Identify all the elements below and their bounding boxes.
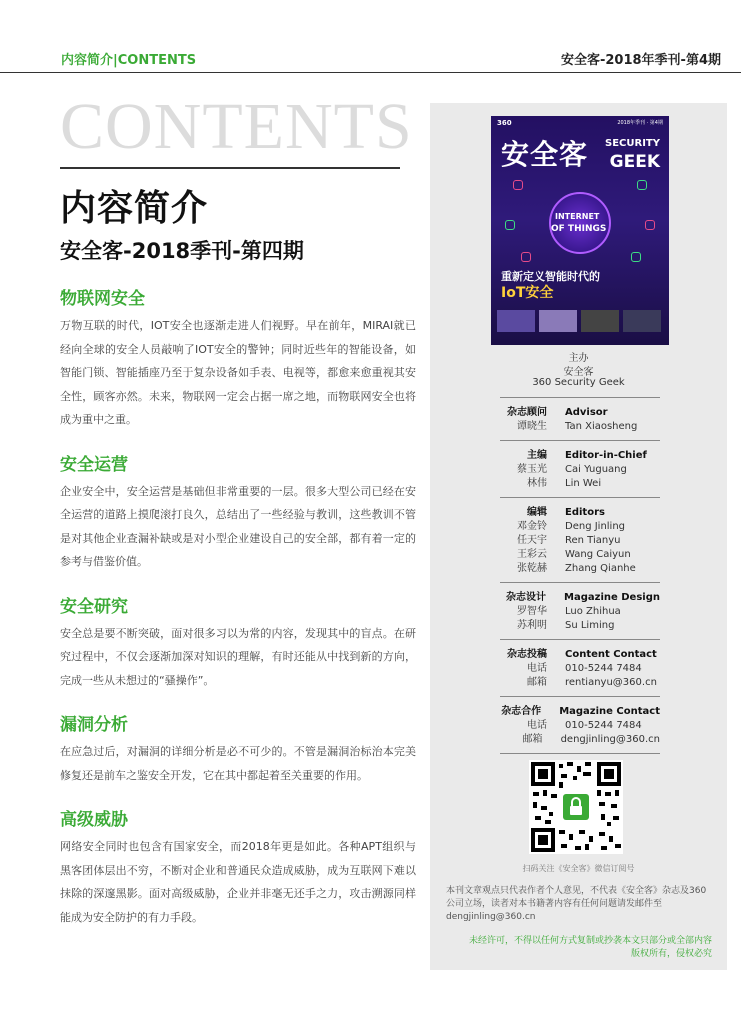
section-body: 企业安全中，安全运营是基础但非常重要的一层。很多大型公司已经在安全运营的道路上摸爬滚打良久，总结出了一些经验与教训，这些教训不管是对其他企业查漏补缺或是对小型企业建设自己的安全部，都有着一定的参考与借鉴价值。 bbox=[60, 484, 416, 568]
cover-thumbnail bbox=[497, 310, 535, 332]
cover-iot-line1: INTERNET bbox=[555, 212, 600, 221]
section-heading: 高级威胁 bbox=[60, 810, 128, 830]
credit-advisor bbox=[500, 398, 660, 440]
section-heading: 安全研究 bbox=[60, 596, 128, 617]
header-section-label: 内容简介|CONTENTS bbox=[61, 53, 197, 68]
cover-thumbnails bbox=[497, 310, 663, 336]
device-icon bbox=[637, 180, 647, 190]
credit-person-en: Su Liming bbox=[565, 620, 615, 631]
credit-phone: 010-5244 7484 bbox=[565, 720, 642, 731]
credit-magazine-contact bbox=[500, 697, 660, 753]
header-issue-label: 安全客-2018年季刊-第4期 bbox=[560, 53, 721, 68]
copyright-line-2: 版权所有，侵权必究 bbox=[630, 949, 712, 959]
header-divider bbox=[0, 72, 741, 73]
device-icon bbox=[645, 220, 655, 230]
credits-divider bbox=[500, 753, 660, 754]
section-heading: 物联网安全 bbox=[60, 289, 145, 309]
masthead-panel bbox=[430, 103, 727, 970]
credit-email: dengjinling@360.cn bbox=[560, 734, 660, 745]
copyright-notice bbox=[446, 935, 712, 961]
credit-contact-label: 邮箱 bbox=[522, 734, 543, 745]
credit-person-en: Cai Yuguang bbox=[565, 464, 627, 475]
device-icon bbox=[521, 252, 531, 262]
credit-person-en: Luo Zhihua bbox=[565, 606, 621, 617]
credit-role-cn: 杂志合作 bbox=[501, 706, 542, 717]
page-subtitle: 安全客-2018季刊-第四期 bbox=[60, 239, 304, 263]
cover-brand-logo: 360 bbox=[497, 119, 512, 127]
page-title: 内容简介 bbox=[60, 188, 209, 229]
credit-person-cn: 谭晓生 bbox=[517, 421, 547, 432]
credit-editors bbox=[500, 498, 660, 582]
cover-iot-line2: OF THINGS bbox=[551, 224, 607, 234]
sponsor-label: 主办 bbox=[568, 353, 589, 364]
credit-person-cn: 蔡玉光 bbox=[517, 464, 547, 475]
device-icon bbox=[513, 180, 523, 190]
qr-code-icon bbox=[529, 760, 623, 854]
credit-role-cn: 杂志设计 bbox=[506, 592, 547, 603]
credit-role-en: Editors bbox=[565, 507, 605, 518]
cover-thumbnail bbox=[539, 310, 577, 332]
device-icon bbox=[631, 252, 641, 262]
qr-caption: 扫码关注《安全客》微信订阅号 bbox=[522, 864, 635, 873]
copyright-line-1: 未经许可，不得以任何方式复制或抄袭本文只部分或全部内容 bbox=[468, 936, 712, 946]
section-research bbox=[60, 592, 416, 693]
cover-thumbnail bbox=[623, 310, 661, 332]
credit-contact-label: 电话 bbox=[527, 720, 547, 731]
credit-person-en: Tan Xiaosheng bbox=[565, 421, 638, 432]
credit-person-cn: 任天宇 bbox=[517, 535, 547, 546]
section-heading: 漏洞分析 bbox=[60, 715, 128, 735]
credit-person-en: Ren Tianyu bbox=[565, 535, 621, 546]
section-body: 网络安全同时也包含有国家安全，而2018年更是如此。各种APT组织与黑客团体层出不穷，不断对企业和普通民众造成威胁，成为互联网下难以抹除的深邃黑影。面对高级威胁，企业并非毫无还手之力，攻击溯源同样能成为安全防护的有力手段。 bbox=[60, 840, 416, 924]
magazine-cover bbox=[491, 116, 669, 345]
credit-role-cn: 杂志顾问 bbox=[507, 407, 547, 418]
cover-thumbnail bbox=[581, 310, 619, 332]
credit-contact-label: 邮箱 bbox=[527, 677, 547, 688]
sponsor-name-cn: 安全客 bbox=[563, 367, 594, 378]
credit-design bbox=[500, 583, 660, 639]
cover-issue-label: 2018年季刊 · 第4期 bbox=[617, 120, 663, 126]
credit-person-cn: 罗智华 bbox=[517, 606, 547, 617]
section-heading: 安全运营 bbox=[60, 454, 128, 475]
credit-role-en: Advisor bbox=[565, 407, 608, 418]
credit-person-cn: 张乾赫 bbox=[517, 563, 547, 574]
contents-watermark: CONTENTS bbox=[60, 90, 413, 163]
credit-content-contact bbox=[500, 640, 660, 696]
credit-person-cn: 邓金铃 bbox=[517, 521, 547, 532]
iot-circle-icon bbox=[549, 192, 611, 254]
credit-email: rentianyu@360.cn bbox=[565, 677, 657, 688]
section-vuln-analysis bbox=[60, 710, 416, 787]
credit-role-en: Magazine Contact bbox=[559, 706, 660, 717]
credit-role-cn: 编辑 bbox=[527, 507, 547, 518]
credit-role-cn: 主编 bbox=[527, 450, 547, 461]
cover-title: 安全客 bbox=[501, 138, 589, 171]
credit-person-cn: 苏利明 bbox=[517, 620, 547, 631]
summary-sections bbox=[60, 284, 416, 947]
credit-person-en: Wang Caiyun bbox=[565, 549, 631, 560]
credit-editor-in-chief bbox=[500, 441, 660, 497]
credit-person-cn: 林伟 bbox=[527, 478, 547, 489]
cover-geek: GEEK bbox=[609, 152, 660, 172]
credit-role-cn: 杂志投稿 bbox=[507, 649, 547, 660]
section-operations bbox=[60, 450, 416, 574]
section-apt bbox=[60, 805, 416, 929]
credit-role-en: Editor-in-Chief bbox=[565, 450, 647, 461]
credit-person-en: Deng Jinling bbox=[565, 521, 626, 532]
credit-role-en: Magazine Design bbox=[564, 592, 660, 603]
credits-list bbox=[500, 397, 660, 754]
title-divider bbox=[60, 167, 400, 169]
section-iot bbox=[60, 284, 416, 432]
cover-security: SECURITY bbox=[605, 138, 660, 149]
disclaimer-text: 本刊文章观点只代表作者个人意见，不代表《安全客》杂志及360公司立场，读者对本书籍著内容有任何问题请发邮件至dengjinling@360.cn bbox=[446, 886, 707, 922]
sponsor-name-en: 360 Security Geek bbox=[532, 377, 625, 388]
cover-headline: 重新定义智能时代的 bbox=[501, 270, 600, 283]
cover-headline-iot: IoT安全 bbox=[501, 285, 554, 301]
credit-person-cn: 王彩云 bbox=[517, 549, 547, 560]
credit-person-en: Lin Wei bbox=[565, 478, 602, 489]
device-icon bbox=[505, 220, 515, 230]
credit-role-en: Content Contact bbox=[565, 649, 657, 660]
section-body: 在应急过后，对漏洞的详细分析是必不可少的。不管是漏洞治标治本完美修复还是前车之鉴安全开发，它在其中都起着至关重要的作用。 bbox=[60, 745, 416, 782]
section-body: 万物互联的时代，IOT安全也逐渐走进人们视野。早在前年，MIRAI就已经向全球的安全人员敲响了IOT安全的警钟；同时近些年的智能设备，如智能门锁、智能插座乃至于复杂设备如手表、电视等，都愈来愈重视其安全性，顾客亦然。未来，物联网一定会占据一席之地，而物联网安全也将成为重中之重。 bbox=[60, 319, 416, 426]
section-body: 安全总是要不断突破，面对很多习以为常的内容，发现其中的盲点。在研究过程中，不仅会逐渐加深对知识的理解，有时还能从中找到新的方向，完成一些从未想过的“骚操作”。 bbox=[60, 626, 416, 687]
credit-contact-label: 电话 bbox=[527, 663, 547, 674]
credit-phone: 010-5244 7484 bbox=[565, 663, 642, 674]
credit-person-en: Zhang Qianhe bbox=[565, 563, 636, 574]
